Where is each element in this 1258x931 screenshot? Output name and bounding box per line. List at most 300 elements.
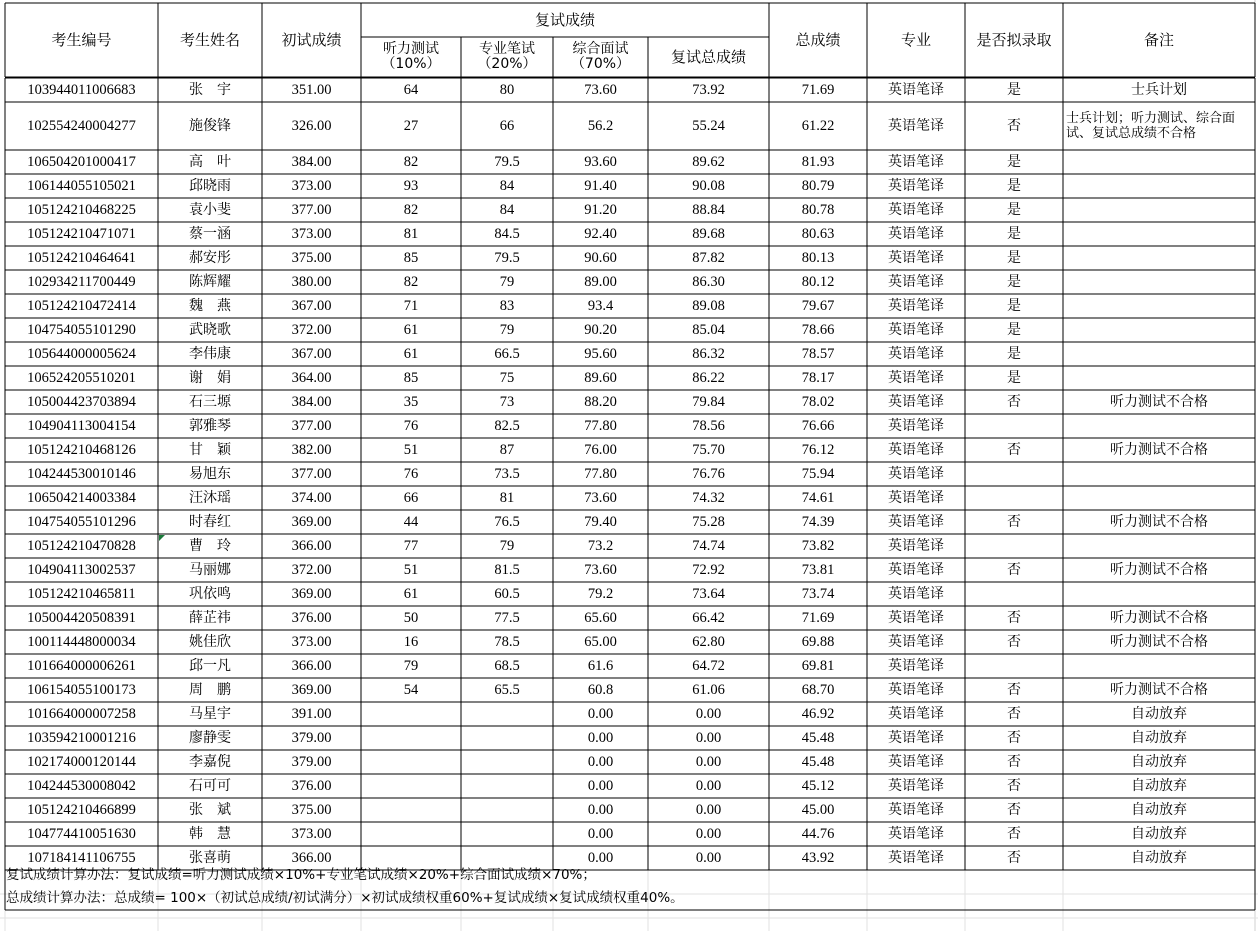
cell-written: 60.5	[494, 586, 520, 602]
cell-major: 英语笔译	[888, 682, 944, 698]
cell-exam-id: 103944011006683	[27, 82, 136, 98]
cell-total: 68.70	[801, 682, 835, 698]
cell-retest-total: 64.72	[692, 658, 725, 674]
cell-exam-id: 105124210468126	[27, 442, 136, 458]
cell-exam-id: 104244530010146	[27, 466, 136, 482]
cell-major: 英语笔译	[888, 706, 944, 722]
cell-remark	[1063, 198, 1255, 222]
header-name: 考生姓名	[179, 31, 240, 49]
header-listening-weight: （10%）	[381, 56, 441, 72]
cell-retest-total: 78.56	[692, 418, 725, 434]
cell-interview: 65.60	[584, 610, 617, 626]
cell-written: 76.5	[494, 514, 520, 530]
cell-written	[461, 702, 553, 726]
cell-listening: 82	[403, 154, 419, 170]
cell-interview: 0.00	[587, 802, 614, 818]
header-interview	[553, 37, 648, 77]
cell-exam-id: 105004423703894	[27, 394, 136, 410]
cell-interview: 73.60	[584, 490, 617, 506]
cell-major: 英语笔译	[888, 82, 944, 98]
header-written	[461, 37, 553, 77]
cell-remark	[1063, 654, 1255, 678]
cell-written: 73	[499, 394, 515, 410]
cell-written	[461, 726, 553, 750]
cell-written: 81.5	[494, 562, 520, 578]
cell-admit	[965, 414, 1063, 438]
cell-interview: 73.2	[587, 538, 614, 554]
cell-listening: 82	[403, 274, 419, 290]
cell-written: 73.5	[494, 466, 520, 482]
cell-admit: 否	[1007, 634, 1021, 650]
cell-retest-total: 86.30	[692, 274, 725, 290]
cell-name: 薛芷祎	[189, 610, 231, 626]
header-initial-score: 初试成绩	[281, 31, 342, 49]
cell-initial-score: 384.00	[291, 394, 332, 410]
cell-initial-score: 375.00	[291, 802, 332, 818]
cell-admit: 是	[1007, 82, 1021, 98]
cell-listening: 51	[403, 442, 419, 458]
cell-total: 69.88	[801, 634, 835, 650]
cell-retest-total: 0.00	[695, 826, 722, 842]
cell-remark: 自动放弃	[1131, 802, 1187, 818]
cell-total: 71.69	[801, 82, 835, 98]
cell-initial-score: 375.00	[291, 250, 332, 266]
cell-total: 78.57	[801, 346, 835, 362]
cell-initial-score: 391.00	[291, 706, 332, 722]
cell-remark	[1063, 486, 1255, 510]
cell-initial-score: 369.00	[291, 586, 332, 602]
cell-exam-id: 105124210464641	[27, 250, 136, 266]
cell-admit: 否	[1007, 682, 1021, 698]
cell-retest-total: 76.76	[692, 466, 725, 482]
cell-name: 时春红	[189, 514, 231, 530]
cell-name: 谢 娟	[189, 370, 231, 386]
cell-admit: 否	[1007, 730, 1021, 746]
cell-listening: 79	[403, 658, 419, 674]
cell-initial-score: 384.00	[291, 154, 332, 170]
cell-written	[461, 798, 553, 822]
cell-total: 43.92	[801, 850, 835, 866]
header-total: 总成绩	[795, 31, 841, 49]
cell-total: 45.48	[801, 730, 835, 746]
cell-major: 英语笔译	[888, 298, 944, 314]
cell-interview: 91.20	[584, 202, 617, 218]
cell-exam-id: 105124210470828	[27, 538, 136, 554]
cell-name: 邱一凡	[189, 658, 231, 674]
cell-admit: 否	[1007, 706, 1021, 722]
cell-admit	[965, 534, 1063, 558]
cell-exam-id: 105004420508391	[27, 610, 136, 626]
cell-written: 81	[499, 490, 515, 506]
cell-remark	[1063, 246, 1255, 270]
cell-initial-score: 379.00	[291, 730, 332, 746]
cell-initial-score: 376.00	[291, 778, 332, 794]
cell-remark: 听力测试不合格	[1110, 394, 1208, 410]
header-written-weight: （20%）	[477, 56, 537, 72]
cell-exam-id: 106504201000417	[27, 154, 136, 170]
cell-remark	[1063, 270, 1255, 294]
cell-admit: 否	[1007, 562, 1021, 578]
cell-remark	[1063, 150, 1255, 174]
cell-name: 甘 颖	[189, 442, 231, 458]
cell-admit: 否	[1007, 826, 1021, 842]
cell-exam-id: 106154055100173	[27, 682, 136, 698]
cell-admit: 否	[1007, 514, 1021, 530]
cell-written: 75	[499, 370, 515, 386]
cell-initial-score: 376.00	[291, 610, 332, 626]
cell-interview: 0.00	[587, 754, 614, 770]
cell-remark	[1063, 582, 1255, 606]
cell-total: 79.67	[801, 298, 835, 314]
cell-retest-total: 0.00	[695, 706, 722, 722]
cell-remark	[1063, 294, 1255, 318]
cell-remark	[1063, 342, 1255, 366]
cell-remark: 听力测试不合格	[1110, 682, 1208, 698]
cell-listening	[361, 726, 461, 750]
cell-name: 姚佳欣	[189, 634, 231, 650]
cell-retest-total: 61.06	[692, 682, 725, 698]
cell-remark: 听力测试不合格	[1110, 634, 1208, 650]
cell-listening: 85	[403, 370, 419, 386]
cell-initial-score: 379.00	[291, 754, 332, 770]
cell-interview: 90.60	[584, 250, 617, 266]
cell-written: 79	[499, 322, 515, 338]
cell-admit: 否	[1007, 754, 1021, 770]
cell-written: 79.5	[494, 154, 520, 170]
error-indicator-icon	[159, 535, 165, 541]
cell-initial-score: 377.00	[291, 466, 332, 482]
cell-remark	[1063, 414, 1255, 438]
cell-name: 李伟康	[189, 346, 231, 362]
cell-remark: 自动放弃	[1131, 706, 1187, 722]
cell-total: 44.76	[801, 826, 835, 842]
cell-admit: 是	[1007, 322, 1021, 338]
cell-interview: 91.40	[584, 178, 617, 194]
cell-interview: 0.00	[587, 706, 614, 722]
cell-major: 英语笔译	[888, 658, 944, 674]
cell-interview: 0.00	[587, 826, 614, 842]
cell-retest-total: 79.84	[692, 394, 725, 410]
cell-total: 80.63	[801, 226, 835, 242]
cell-exam-id: 104904113004154	[27, 418, 136, 434]
cell-interview: 79.40	[584, 514, 617, 530]
cell-major: 英语笔译	[888, 490, 944, 506]
header-remark: 备注	[1143, 31, 1174, 49]
cell-name: 袁小斐	[189, 202, 231, 218]
cell-admit: 否	[1007, 610, 1021, 626]
cell-exam-id: 102934211700449	[27, 274, 136, 290]
cell-remark: 自动放弃	[1131, 826, 1187, 842]
cell-listening	[361, 702, 461, 726]
cell-interview: 93.4	[587, 298, 614, 314]
cell-retest-total: 86.32	[692, 346, 725, 362]
cell-admit	[965, 486, 1063, 510]
cell-total: 45.12	[801, 778, 835, 794]
header-admit: 是否拟录取	[976, 31, 1052, 49]
cell-major: 英语笔译	[888, 514, 944, 530]
cell-exam-id: 101664000006261	[27, 658, 136, 674]
cell-listening: 54	[403, 682, 419, 698]
cell-interview: 73.60	[584, 562, 617, 578]
cell-initial-score: 369.00	[291, 682, 332, 698]
cell-total: 78.66	[801, 322, 835, 338]
header-written-label: 专业笔试	[479, 41, 535, 57]
cell-retest-total: 88.84	[692, 202, 725, 218]
cell-total: 78.17	[801, 370, 835, 386]
cell-listening: 44	[403, 514, 419, 530]
cell-retest-total: 87.82	[692, 250, 725, 266]
cell-retest-total: 75.28	[692, 514, 725, 530]
cell-initial-score: 369.00	[291, 514, 332, 530]
cell-admit	[965, 582, 1063, 606]
cell-listening: 77	[403, 538, 419, 554]
cell-admit	[965, 654, 1063, 678]
cell-exam-id: 102174000120144	[27, 754, 136, 770]
cell-listening: 85	[403, 250, 419, 266]
cell-name: 郭雅琴	[189, 418, 231, 434]
cell-remark: 听力测试不合格	[1110, 442, 1208, 458]
cell-exam-id: 105124210465811	[27, 586, 136, 602]
cell-remark: 士兵计划；听力测试、综合面试、复试总成绩不合格	[1066, 111, 1236, 141]
header-major: 专业	[900, 31, 931, 49]
cell-major: 英语笔译	[888, 538, 944, 554]
cell-initial-score: 326.00	[291, 118, 332, 134]
cell-retest-total: 66.42	[692, 610, 725, 626]
header-interview-label: 综合面试	[572, 41, 629, 57]
cell-listening: 51	[403, 562, 419, 578]
cell-name: 石三塬	[189, 394, 231, 410]
cell-name: 郝安彤	[189, 250, 231, 266]
cell-name: 陈辉耀	[189, 274, 231, 290]
cell-initial-score: 366.00	[291, 538, 332, 554]
cell-name: 石可可	[189, 778, 231, 794]
cell-retest-total: 0.00	[695, 850, 722, 866]
cell-listening: 35	[403, 394, 419, 410]
cell-written: 80	[499, 82, 515, 98]
cell-written: 82.5	[494, 418, 520, 434]
cell-listening: 66	[403, 490, 419, 506]
cell-listening: 61	[403, 346, 419, 362]
cell-admit	[965, 462, 1063, 486]
cell-retest-total: 75.70	[692, 442, 725, 458]
cell-major: 英语笔译	[888, 826, 944, 842]
cell-listening: 81	[403, 226, 419, 242]
cell-written: 68.5	[494, 658, 520, 674]
cell-major: 英语笔译	[888, 370, 944, 386]
cell-listening: 61	[403, 322, 419, 338]
cell-total: 78.02	[801, 394, 835, 410]
header-interview-weight: （70%）	[570, 56, 631, 72]
cell-retest-total: 89.68	[692, 226, 725, 242]
cell-total: 80.12	[801, 274, 835, 290]
cell-exam-id: 106524205510201	[27, 370, 136, 386]
cell-total: 74.39	[801, 514, 835, 530]
cell-total: 45.48	[801, 754, 835, 770]
retest-formula-note: 复试成绩计算办法：复试成绩=听力测试成绩×10%+专业笔试成绩×20%+综合面试成绩×70%；	[6, 867, 596, 883]
cell-name: 马丽娜	[189, 562, 231, 578]
cell-retest-total: 90.08	[692, 178, 725, 194]
cell-exam-id: 106504214003384	[27, 490, 136, 506]
cell-major: 英语笔译	[888, 226, 944, 242]
cell-listening	[361, 822, 461, 846]
cell-interview: 77.80	[584, 418, 617, 434]
cell-written: 79	[499, 274, 515, 290]
cell-initial-score: 374.00	[291, 490, 332, 506]
cell-initial-score: 373.00	[291, 178, 332, 194]
cell-listening: 82	[403, 202, 419, 218]
cell-admit: 否	[1007, 394, 1021, 410]
cell-listening: 76	[403, 466, 419, 482]
cell-retest-total: 62.80	[692, 634, 725, 650]
cell-admit: 是	[1007, 274, 1021, 290]
cell-remark	[1063, 222, 1255, 246]
cell-admit: 是	[1007, 298, 1021, 314]
cell-remark	[1063, 318, 1255, 342]
cell-remark: 自动放弃	[1131, 850, 1187, 866]
cell-interview: 77.80	[584, 466, 617, 482]
cell-exam-id: 105124210466899	[27, 802, 136, 818]
cell-major: 英语笔译	[888, 202, 944, 218]
cell-interview: 0.00	[587, 850, 614, 866]
cell-retest-total: 0.00	[695, 802, 722, 818]
cell-name: 蔡一涵	[189, 226, 231, 242]
total-formula-note: 总成绩计算办法：总成绩= 100×（初试总成绩/初试满分）×初试成绩权重60%+复试成绩×复试成绩权重40%。	[6, 890, 684, 906]
cell-listening: 27	[403, 118, 419, 134]
cell-total: 76.12	[801, 442, 835, 458]
cell-interview: 95.60	[584, 346, 617, 362]
cell-total: 46.92	[801, 706, 835, 722]
cell-retest-total: 85.04	[692, 322, 725, 338]
cell-written: 65.5	[494, 682, 520, 698]
cell-initial-score: 364.00	[291, 370, 332, 386]
cell-major: 英语笔译	[888, 586, 944, 602]
cell-name: 曹 玲	[189, 538, 231, 554]
cell-listening: 93	[403, 178, 419, 194]
cell-written: 84	[499, 202, 515, 218]
cell-exam-id: 104754055101290	[27, 322, 136, 338]
cell-total: 61.22	[801, 118, 835, 134]
cell-interview: 56.2	[587, 118, 614, 134]
cell-remark: 听力测试不合格	[1110, 514, 1208, 530]
cell-admit: 是	[1007, 154, 1021, 170]
cell-major: 英语笔译	[888, 634, 944, 650]
cell-interview: 79.2	[587, 586, 614, 602]
cell-name: 易旭东	[189, 466, 231, 482]
cell-initial-score: 377.00	[291, 202, 332, 218]
cell-remark: 听力测试不合格	[1110, 610, 1208, 626]
cell-name: 马星宇	[189, 706, 231, 722]
cell-listening: 16	[403, 634, 419, 650]
cell-admit: 否	[1007, 118, 1021, 134]
cell-major: 英语笔译	[888, 118, 944, 134]
cell-exam-id: 105124210471071	[27, 226, 136, 242]
cell-interview: 89.00	[584, 274, 617, 290]
cell-name: 魏 燕	[189, 298, 231, 314]
cell-exam-id: 107184141106755	[27, 850, 136, 866]
cell-interview: 89.60	[584, 370, 617, 386]
cell-initial-score: 377.00	[291, 418, 332, 434]
cell-total: 75.94	[801, 466, 835, 482]
cell-initial-score: 382.00	[291, 442, 332, 458]
cell-initial-score: 372.00	[291, 322, 332, 338]
cell-admit: 是	[1007, 346, 1021, 362]
cell-exam-id: 104774410051630	[27, 826, 136, 842]
cell-major: 英语笔译	[888, 442, 944, 458]
header-retest-total: 复试总成绩	[670, 48, 746, 66]
cell-written: 79.5	[494, 250, 520, 266]
cell-exam-id: 100114448000034	[27, 634, 136, 650]
header-listening	[361, 37, 461, 77]
cell-admit: 否	[1007, 778, 1021, 794]
cell-total: 80.13	[801, 250, 835, 266]
cell-initial-score: 372.00	[291, 562, 332, 578]
cell-admit: 是	[1007, 202, 1021, 218]
cell-written: 66.5	[494, 346, 520, 362]
cell-written	[461, 822, 553, 846]
cell-exam-id: 104904113002537	[27, 562, 136, 578]
cell-written: 66	[499, 118, 515, 134]
cell-exam-id: 103594210001216	[27, 730, 136, 746]
cell-retest-total: 0.00	[695, 730, 722, 746]
cell-total: 76.66	[801, 418, 835, 434]
cell-admit: 是	[1007, 370, 1021, 386]
cell-initial-score: 366.00	[291, 658, 332, 674]
cell-written: 84	[499, 178, 515, 194]
cell-total: 73.81	[801, 562, 835, 578]
cell-initial-score: 373.00	[291, 634, 332, 650]
cell-listening: 50	[403, 610, 419, 626]
cell-major: 英语笔译	[888, 178, 944, 194]
cell-exam-id: 105124210472414	[27, 298, 136, 314]
cell-remark: 自动放弃	[1131, 754, 1187, 770]
cell-remark: 自动放弃	[1131, 778, 1187, 794]
cell-remark: 自动放弃	[1131, 730, 1187, 746]
cell-interview: 0.00	[587, 730, 614, 746]
cell-remark	[1063, 534, 1255, 558]
cell-listening	[361, 750, 461, 774]
cell-retest-total: 89.62	[692, 154, 725, 170]
cell-retest-total: 73.92	[692, 82, 725, 98]
cell-exam-id: 102554240004277	[27, 118, 136, 134]
cell-name: 邱晓雨	[189, 178, 231, 194]
cell-retest-total: 74.74	[692, 538, 725, 554]
cell-major: 英语笔译	[888, 346, 944, 362]
cell-admit: 否	[1007, 802, 1021, 818]
cell-name: 武晓歌	[189, 322, 231, 338]
cell-retest-total: 74.32	[692, 490, 725, 506]
cell-interview: 61.6	[587, 658, 614, 674]
cell-listening: 71	[403, 298, 419, 314]
cell-major: 英语笔译	[888, 562, 944, 578]
cell-listening	[361, 798, 461, 822]
cell-name: 李嘉倪	[189, 754, 231, 770]
cell-total: 74.61	[801, 490, 835, 506]
cell-total: 73.74	[801, 586, 835, 602]
cell-retest-total: 55.24	[692, 118, 725, 134]
cell-admit: 否	[1007, 850, 1021, 866]
cell-interview: 60.8	[587, 682, 614, 698]
cell-major: 英语笔译	[888, 394, 944, 410]
cell-major: 英语笔译	[888, 322, 944, 338]
cell-admit: 是	[1007, 178, 1021, 194]
cell-retest-total: 86.22	[692, 370, 725, 386]
cell-initial-score: 367.00	[291, 298, 332, 314]
cell-remark	[1063, 174, 1255, 198]
header-exam-id: 考生编号	[51, 31, 112, 49]
cell-exam-id: 104754055101296	[27, 514, 136, 530]
cell-initial-score: 380.00	[291, 274, 332, 290]
cell-name: 张 宇	[189, 82, 231, 98]
